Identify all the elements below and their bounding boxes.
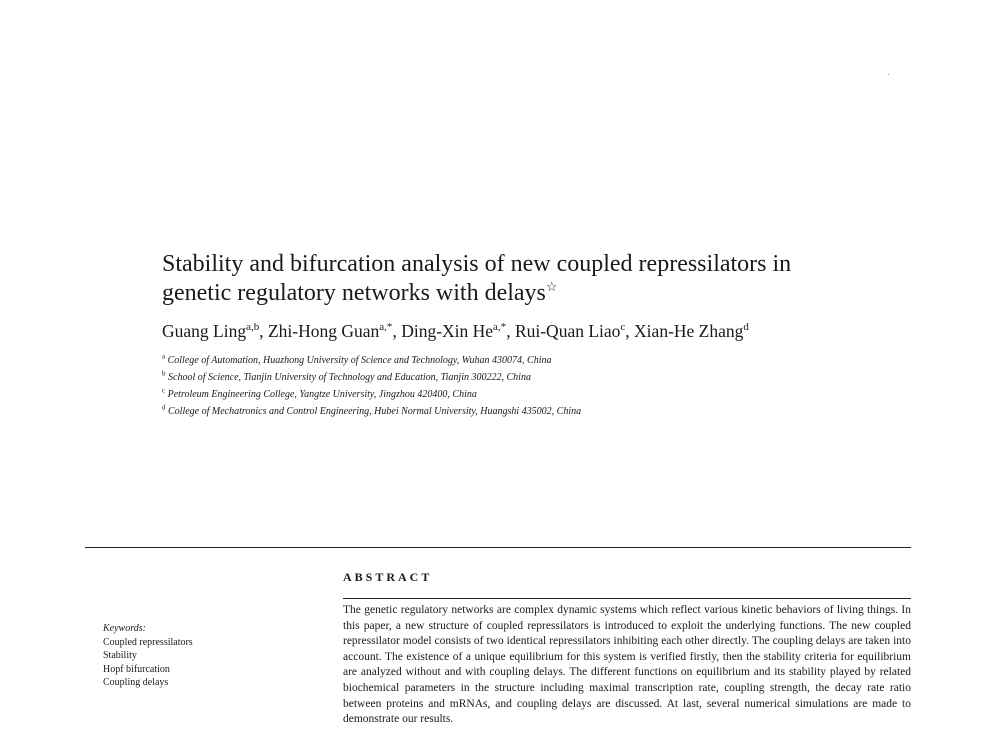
scan-speck [888, 74, 889, 75]
abstract-divider [343, 598, 911, 599]
affiliation-item [162, 386, 862, 403]
author-affil-mark: a,* [493, 321, 507, 334]
abstract-heading: ABSTRACT [343, 570, 433, 584]
author-affil-mark: c [620, 321, 626, 334]
affiliation-mark: b [162, 369, 166, 378]
affiliation-text: College of Automation, Huazhong University of Science and Technology, Wuhan 430074, China [167, 355, 552, 366]
title-line-1: Stability and bifurcation analysis of new coupled repressilators in [162, 251, 792, 277]
title-line-2 [162, 279, 862, 308]
author-name: Ding-Xin He [401, 321, 494, 341]
author-separator: , [625, 321, 635, 341]
affiliation-list [162, 352, 862, 420]
author-name: Rui-Quan Liao [514, 321, 621, 341]
affiliation-item [162, 403, 862, 420]
affiliation-mark: a [162, 352, 166, 361]
author-affil-mark: a,* [379, 321, 393, 334]
keyword-item: Stability [103, 650, 137, 661]
author-name: Guang Ling [162, 321, 247, 341]
author-name: Zhi-Hong Guan [267, 321, 380, 341]
article-title [162, 250, 862, 308]
affiliation-text: School of Science, Tianjin University of Technology and Education, Tianjin 300222, China [168, 372, 531, 383]
title-line-2-text: genetic regulatory networks with delays [162, 280, 546, 306]
abstract-body: The genetic regulatory networks are complex dynamic systems which reflect various kinetic behaviors of living things. In this paper, a new structure of coupled repressilators is introduced to exploit the underlying functions. The new coupled repressilator model consists of two identical repressilators inhibiting each other directly. The coupling delays are taken into account. The existence of a unique equilibrium for this system is verified firstly, then the stability criteria for equilibrium are analyzed without and with coupling delays. The different functions on equilibrium and its stability played by related biochemical parameters in the structure including maximal transcription rate, coupling strength, the decay rate ratio between proteins and mRNAs, and coupling delays are discussed. At last, several numerical simulations are made to demonstrate our results. [343, 604, 911, 726]
keyword-item: Coupled repressilators [103, 636, 193, 648]
author-separator: , [506, 321, 515, 341]
affiliation-mark: d [162, 403, 166, 412]
author-4 [634, 321, 749, 341]
author-separator: , [259, 321, 268, 341]
section-divider [85, 547, 911, 548]
title-footnote-mark: ☆ [545, 279, 558, 294]
author-2 [401, 321, 515, 341]
keyword-item: Hopf bifurcation [103, 663, 170, 675]
affiliation-text: College of Mechatronics and Control Engineering, Hubei Normal University, Huangshi 435002, China [168, 406, 582, 417]
affiliation-item [162, 352, 862, 369]
author-3 [515, 321, 634, 341]
author-name: Xian-He Zhang [634, 321, 744, 341]
author-0 [162, 321, 268, 341]
author-1 [268, 321, 401, 341]
author-list [162, 320, 862, 342]
keyword-item: Coupling delays [103, 677, 169, 688]
affiliation-mark: c [162, 386, 166, 395]
keywords-block [103, 622, 303, 690]
keywords-label: Keywords: [103, 623, 146, 634]
author-affil-mark: a,b [246, 321, 260, 334]
author-affil-mark: d [743, 321, 749, 334]
affiliation-item [162, 369, 862, 386]
affiliation-text: Petroleum Engineering College, Yangtze University, Jingzhou 420400, China [167, 389, 477, 400]
author-separator: , [392, 321, 402, 341]
